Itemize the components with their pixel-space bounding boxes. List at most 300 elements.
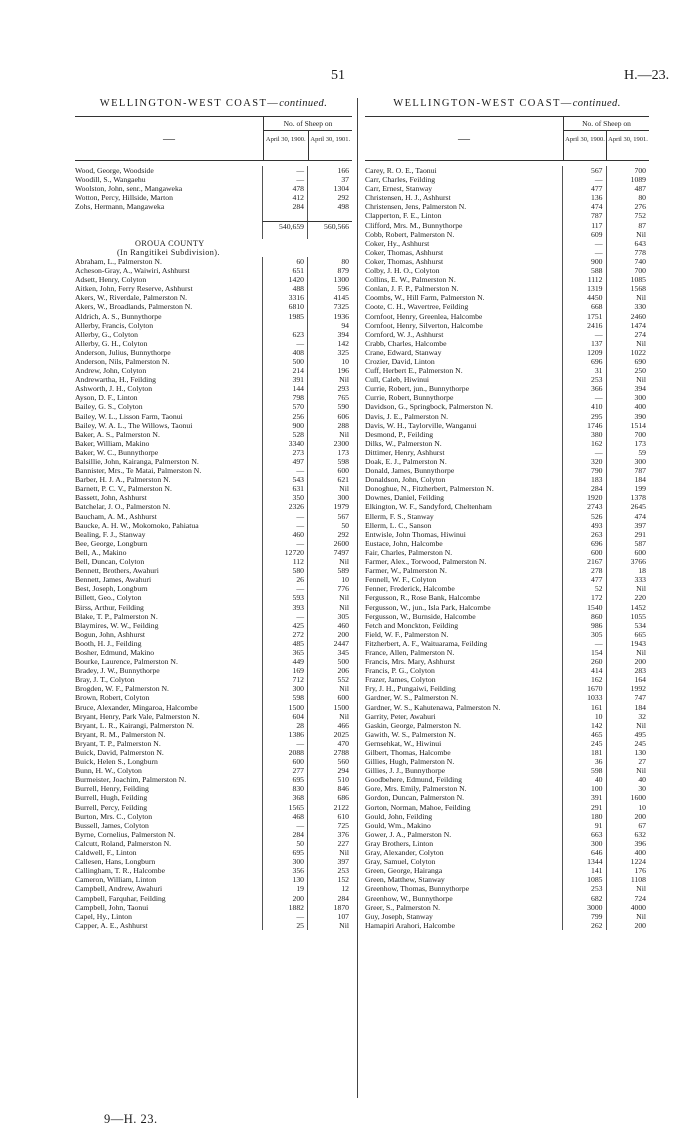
- sheep-1900: 183: [562, 475, 606, 484]
- sheep-1901: 12: [307, 884, 352, 893]
- owner-name: [75, 221, 262, 230]
- table-row: [365, 866, 649, 875]
- sheep-1901: 142: [307, 339, 352, 348]
- sheep-1900: 350: [262, 493, 307, 502]
- owner-name: Wood, George, Woodside: [75, 166, 154, 175]
- sheep-1900: 284: [262, 830, 307, 839]
- sheep-1901: 606: [307, 412, 352, 421]
- sheep-1901: 466: [307, 721, 352, 730]
- owner-name: Desmond, P., Feilding: [365, 429, 434, 439]
- sheep-1900: 137: [562, 339, 606, 348]
- sheep-1901: 199: [606, 484, 650, 493]
- table-row: [75, 903, 352, 912]
- table-row: [365, 439, 649, 448]
- table-row: [75, 384, 352, 393]
- sheep-1900: 668: [562, 302, 606, 311]
- sheep-1900: 50: [262, 839, 307, 848]
- sheep-1901: 173: [307, 448, 352, 457]
- table-row: [75, 757, 352, 766]
- owner-name: Clifford, Mrs. M., Bunnythorpe: [365, 220, 463, 230]
- sheep-1900: 300: [562, 839, 606, 848]
- owner-name: Gray Brothers, Linton: [365, 838, 434, 848]
- table-row: [365, 757, 649, 766]
- sheep-1900: 6810: [262, 302, 307, 311]
- table-row: [75, 284, 352, 293]
- sheep-1900: 631: [262, 484, 307, 493]
- sheep-1901: 1224: [606, 857, 650, 866]
- sheep-1900: —: [262, 512, 307, 521]
- owner-name: Gould, Wm., Makino: [365, 820, 431, 830]
- table-row: [75, 639, 352, 648]
- owner-name: Francis, P. G., Colyton: [365, 666, 435, 676]
- sheep-1901: 200: [606, 657, 650, 666]
- sheep-1901: Nil: [606, 884, 650, 893]
- owner-name: Bailey, W. L., Lisson Farm, Taonui: [75, 411, 183, 421]
- sheep-1901: 1085: [606, 275, 650, 284]
- sheep-1900: 12720: [262, 548, 307, 557]
- sheep-1900: 646: [562, 848, 606, 857]
- sheep-1901: 2788: [307, 748, 352, 757]
- sheep-1900: 663: [562, 830, 606, 839]
- owner-name: Bray, J. T., Colyton: [75, 675, 135, 685]
- table-row: [75, 512, 352, 521]
- year-1901-header: April 30, 1901.: [606, 131, 649, 160]
- owner-name: Akers, W., Riverdale, Palmerston N.: [75, 293, 188, 303]
- sheep-1900: 598: [562, 766, 606, 775]
- sheep-1901: 1600: [606, 793, 650, 802]
- sheep-1900: 305: [562, 630, 606, 639]
- table-row: [365, 166, 649, 175]
- sheep-1901: 18: [606, 566, 650, 575]
- sheep-1901: 291: [606, 530, 650, 539]
- table-row: [365, 484, 649, 493]
- owner-name: Birss, Arthur, Feilding: [75, 602, 144, 612]
- sheep-1901: 294: [307, 766, 352, 775]
- table-row: [75, 312, 352, 321]
- owner-name: Brown, Robert, Colyton: [75, 693, 150, 703]
- table-row: [75, 775, 352, 784]
- owner-name: Andrewartha, H., Feilding: [75, 375, 156, 385]
- table-row: [75, 475, 352, 484]
- table-row: [365, 502, 649, 511]
- sheep-1900: 2326: [262, 502, 307, 511]
- owner-name: Aldrich, A. S., Bunnythorpe: [75, 311, 162, 321]
- name-column-header: —: [163, 131, 175, 145]
- owner-name: Currie, Robert, Bunnythorpe: [365, 393, 454, 403]
- table-row: [75, 603, 352, 612]
- table-row: [365, 775, 649, 784]
- sheep-1900: 26: [262, 575, 307, 584]
- sheep-1900: 368: [262, 793, 307, 802]
- sheep-1900: 787: [562, 211, 606, 220]
- table-row: [365, 202, 649, 211]
- table-row: [365, 257, 649, 266]
- sheep-1900: 262: [562, 921, 606, 930]
- sheep-1900: 162: [562, 439, 606, 448]
- sheep-1900: —: [562, 393, 606, 402]
- owner-name: Capel, Hy., Linton: [75, 911, 132, 921]
- sheep-1901: 600: [606, 548, 650, 557]
- table-row: [365, 284, 649, 293]
- table-row: [365, 302, 649, 311]
- sheep-1900: 412: [262, 193, 307, 202]
- table-body: [75, 166, 352, 930]
- sheep-1901: 227: [307, 839, 352, 848]
- owner-name: Coker, Thomas, Ashhurst: [365, 247, 444, 257]
- table-row: [75, 393, 352, 402]
- sheep-1901: 1452: [606, 603, 650, 612]
- sheep-1900: 488: [262, 284, 307, 293]
- table-row: [365, 339, 649, 348]
- sheep-1900: 200: [262, 894, 307, 903]
- owner-name: Ellerm, L. C., Sanson: [365, 520, 432, 530]
- owner-name: Woodill, S., Wangaehu: [75, 175, 146, 185]
- table-row: [75, 657, 352, 666]
- owner-name: Fergusson, R., Rose Bank, Halcombe: [365, 593, 481, 603]
- owner-name: Akers, W., Broadlands, Palmerston N.: [75, 302, 193, 312]
- sheep-1900: 798: [262, 393, 307, 402]
- table-row: [75, 557, 352, 566]
- sheep-1901: 80: [606, 193, 650, 202]
- owner-name: Bosher, Edmund, Makino: [75, 647, 155, 657]
- table-row: [365, 630, 649, 639]
- owner-name: Campbell, John, Taonui: [75, 902, 149, 912]
- table-row: [365, 848, 649, 857]
- sheep-1901: 276: [606, 202, 650, 211]
- sheep-1901: 292: [307, 530, 352, 539]
- sheep-1900: 468: [262, 812, 307, 821]
- sheep-1901: 1992: [606, 684, 650, 693]
- sheep-1901: 596: [307, 284, 352, 293]
- owner-name: Francis, Mrs. Mary, Ashhurst: [365, 657, 456, 667]
- owner-name: Acheson-Gray, A., Waiwiri, Ashhurst: [75, 266, 190, 276]
- owner-name: Cull, Caleb, Hiwinui: [365, 375, 430, 385]
- table-row: [75, 202, 352, 211]
- sheep-1900: 696: [562, 357, 606, 366]
- owner-name: Calcutt, Roland, Palmerston N.: [75, 838, 172, 848]
- year-1901-header: April 30, 1901.: [308, 131, 353, 160]
- sheep-1901: Nil: [307, 684, 352, 693]
- sheep-1901: 394: [307, 330, 352, 339]
- owner-name: Fergusson, W., Burnside, Halcombe: [365, 611, 476, 621]
- sheep-1901: 67: [606, 821, 650, 830]
- table-row: [365, 875, 649, 884]
- table-row: [75, 739, 352, 748]
- table-row: [75, 839, 352, 848]
- sheep-1901: 4000: [606, 903, 650, 912]
- sheep-count-header: [563, 117, 649, 160]
- sheep-1901: 200: [307, 630, 352, 639]
- sheep-1900: 497: [262, 457, 307, 466]
- table-row: [75, 493, 352, 502]
- sheep-1900: 799: [562, 912, 606, 921]
- table-row: [75, 612, 352, 621]
- owner-name: Ellerm, F. S., Stanway: [365, 511, 434, 521]
- sheep-1901: 200: [606, 812, 650, 821]
- sheep-1900: 1420: [262, 275, 307, 284]
- owner-name: Coombs, W., Hill Farm, Palmerston N.: [365, 293, 485, 303]
- owner-name: Baker, A. S., Palmerston N.: [75, 429, 160, 439]
- owner-name: Donald, James, Bunnythorpe: [365, 466, 455, 476]
- table-row: [365, 830, 649, 839]
- owner-name: Wotton, Percy, Hillside, Marton: [75, 193, 173, 203]
- sheep-1901: 7325: [307, 302, 352, 311]
- table-row: [365, 739, 649, 748]
- sheep-1900: 260: [562, 657, 606, 666]
- owner-name: Bradey, J. W., Bunnythorpe: [75, 666, 160, 676]
- owner-name: Capper, A. E., Ashhurst: [75, 920, 148, 930]
- owner-name: France, Allen, Palmerston N.: [365, 647, 455, 657]
- table-row: [365, 293, 649, 302]
- table-row: [365, 448, 649, 457]
- sheep-1901: Nil: [606, 648, 650, 657]
- sheep-1900: 593: [262, 593, 307, 602]
- owner-name: Carr, Charles, Feilding: [365, 175, 436, 185]
- sheep-1901: 130: [606, 748, 650, 757]
- sheep-1900: 1920: [562, 493, 606, 502]
- owner-name: Allerby, Francis, Colyton: [75, 320, 154, 330]
- owner-name: Cuff, Herbert E., Palmerston N.: [365, 366, 463, 376]
- owner-name: Christensen, H. J., Ashhurst: [365, 193, 451, 203]
- table-row: [75, 575, 352, 584]
- table-row: [75, 548, 352, 557]
- table-row: [75, 566, 352, 575]
- owner-name: Coker, Hy., Ashhurst: [365, 238, 430, 248]
- table-row: [365, 321, 649, 330]
- owner-name: Aitken, John, Ferry Reserve, Ashhurst: [75, 284, 193, 294]
- owner-name: Eustace, John, Halcombe: [365, 538, 443, 548]
- sheep-1901: 305: [307, 612, 352, 621]
- sheep-1901: 200: [606, 921, 650, 930]
- sheep-1901: 376: [307, 830, 352, 839]
- owner-name: Booth, H. J., Feilding: [75, 638, 142, 648]
- table-row: [75, 166, 352, 175]
- table-row: [75, 184, 352, 193]
- sheep-1900: —: [262, 612, 307, 621]
- sheep-1900: 580: [262, 566, 307, 575]
- sheep-1901: 632: [606, 830, 650, 839]
- sheep-1901: 724: [606, 894, 650, 903]
- sheep-1901: 787: [606, 466, 650, 475]
- sheep-1901: 10: [307, 357, 352, 366]
- sheep-1900: 425: [262, 621, 307, 630]
- sheep-1901: 560: [307, 757, 352, 766]
- sheep-1900: 180: [562, 812, 606, 821]
- table-row: [365, 239, 649, 248]
- table-row: [75, 921, 352, 930]
- sheep-1900: 169: [262, 666, 307, 675]
- owner-name: Bell, A., Makino: [75, 547, 127, 557]
- sheep-1901: 1514: [606, 421, 650, 430]
- table-row: [75, 812, 352, 821]
- table-row: [365, 812, 649, 821]
- sheep-1900: 1882: [262, 903, 307, 912]
- sheep-1900: 2088: [262, 748, 307, 757]
- sheep-1901: Nil: [606, 293, 650, 302]
- owner-name: Callesen, Hans, Longburn: [75, 857, 156, 867]
- owner-name: Baker, William, Makino: [75, 438, 150, 448]
- table-row: [365, 730, 649, 739]
- owner-name: Bryant, R. M., Palmerston N.: [75, 729, 166, 739]
- name-column-header: —: [458, 131, 470, 145]
- owner-name: Ayson, D. F., Linton: [75, 393, 138, 403]
- sheep-1900: 540,659: [262, 221, 307, 230]
- owner-name: Campbell, Farquhar, Feilding: [75, 893, 166, 903]
- table-row: [365, 648, 649, 657]
- sheep-1901: 1936: [307, 312, 352, 321]
- column-title: [365, 98, 649, 116]
- owner-name: Blaymires, W. W., Feilding: [75, 620, 159, 630]
- owner-name: Gray, Samuel, Colyton: [365, 857, 436, 867]
- sheep-1901: 2600: [307, 539, 352, 548]
- sheep-1900: 790: [562, 466, 606, 475]
- table-row: [365, 384, 649, 393]
- sheep-1901: 567: [307, 512, 352, 521]
- sheep-1901: 330: [606, 302, 650, 311]
- owner-name: Anderson, Nils, Palmerston N.: [75, 356, 170, 366]
- sheep-1901: 10: [307, 575, 352, 584]
- sheep-1900: 295: [562, 412, 606, 421]
- table-row: [365, 266, 649, 275]
- table-row: [75, 784, 352, 793]
- sheep-1901: 752: [606, 211, 650, 220]
- owner-name: Bannister, Mrs., Te Matai, Palmerston N.: [75, 466, 202, 476]
- sheep-1901: 510: [307, 775, 352, 784]
- sheep-1900: 245: [562, 739, 606, 748]
- sheep-1900: 366: [562, 384, 606, 393]
- owner-name: Gardner, W. S., Kahutenawa, Palmerston N.: [365, 702, 501, 712]
- table-row: [75, 666, 352, 675]
- sheep-1900: 477: [562, 184, 606, 193]
- sheep-1901: 325: [307, 348, 352, 357]
- sheep-1901: 747: [606, 693, 650, 702]
- owner-name: Barnett, P. C. V., Palmerston N.: [75, 484, 172, 494]
- owner-name: Burrell, Hugh, Feilding: [75, 793, 148, 803]
- sheep-1900: 300: [262, 857, 307, 866]
- sheep-1900: 1751: [562, 312, 606, 321]
- table-row: [75, 866, 352, 875]
- owner-name: Fergusson, W., jun., Isla Park, Halcombe: [365, 602, 491, 612]
- sheep-1901: 2122: [307, 803, 352, 812]
- table-row: [75, 693, 352, 702]
- sheep-1901: 1089: [606, 175, 650, 184]
- table-row: [75, 793, 352, 802]
- sheep-1901: 10: [606, 803, 650, 812]
- table-row: [365, 593, 649, 602]
- sheep-1900: 273: [262, 448, 307, 457]
- owner-name: Fair, Charles, Palmerston N.: [365, 547, 453, 557]
- owner-name: Woolston, John, senr., Mangaweka: [75, 184, 183, 194]
- sheep-1900: 651: [262, 266, 307, 275]
- sheep-1900: 356: [262, 866, 307, 875]
- owner-name: Gould, John, Feilding: [365, 811, 433, 821]
- sheep-1900: —: [262, 466, 307, 475]
- owner-name: Gower, J. A., Palmerston N.: [365, 829, 452, 839]
- sheep-1901: 590: [307, 402, 352, 411]
- sheep-1900: 570: [262, 402, 307, 411]
- owner-name: Elkington, W. F., Sandyford, Cheltenham: [365, 502, 492, 512]
- sheep-1901: 495: [606, 730, 650, 739]
- sheep-1901: 107: [307, 912, 352, 921]
- sheep-1901: 166: [307, 166, 352, 175]
- table-row: [365, 621, 649, 630]
- owner-name: Burton, Mrs. C., Colyton: [75, 811, 153, 821]
- sheep-1901: 765: [307, 393, 352, 402]
- owner-name: Green, Matthew, Stanway: [365, 875, 445, 885]
- sheep-1900: 526: [562, 512, 606, 521]
- sheep-1901: 778: [606, 248, 650, 257]
- sheep-1900: 604: [262, 712, 307, 721]
- sheep-1901: 1568: [606, 284, 650, 293]
- table-row: [365, 248, 649, 257]
- left-column: [75, 98, 352, 930]
- owner-name: Abraham, L., Palmerston N.: [75, 256, 162, 266]
- sheep-1901: Nil: [307, 603, 352, 612]
- sheep-1901: 176: [606, 866, 650, 875]
- sheep-1900: 1540: [562, 603, 606, 612]
- sheep-1900: 3316: [262, 293, 307, 302]
- sheep-1901: Nil: [606, 584, 650, 593]
- sheep-1901: 3766: [606, 557, 650, 566]
- table-row: [365, 466, 649, 475]
- owner-name: Bruce, Alexander, Mingaroa, Halcombe: [75, 702, 198, 712]
- owner-name: Blake, T. P., Palmerston N.: [75, 611, 158, 621]
- sheep-1901: 725: [307, 821, 352, 830]
- sheep-1900: 112: [262, 557, 307, 566]
- sheep-1901: 1378: [606, 493, 650, 502]
- sheep-1901: 665: [606, 630, 650, 639]
- sheep-1900: 144: [262, 384, 307, 393]
- sheep-1901: [307, 230, 352, 239]
- sheep-1901: 700: [606, 166, 650, 175]
- table-row: [365, 921, 649, 930]
- owner-name: Cornfoot, Henry, Silverton, Halcombe: [365, 320, 483, 330]
- owner-name: Bussell, James, Colyton: [75, 820, 149, 830]
- owner-name: Bailey, W. A. L., The Willows, Taonui: [75, 420, 193, 430]
- table-row: [365, 912, 649, 921]
- table-row: [365, 712, 649, 721]
- table-row: [365, 312, 649, 321]
- sheep-1901: Nil: [606, 339, 650, 348]
- sheep-1901: 1943: [606, 639, 650, 648]
- table-row: [75, 821, 352, 830]
- sheep-1901: 690: [606, 357, 650, 366]
- sheep-1900: 1209: [562, 348, 606, 357]
- owner-name: Bailey, G. S., Colyton: [75, 402, 143, 412]
- table-row: [75, 830, 352, 839]
- right-column: [365, 98, 649, 930]
- owner-name: Bennett, Brothers, Awahuri: [75, 566, 159, 576]
- owner-name: Crozier, David, Linton: [365, 356, 435, 366]
- owner-name: Bryant, Henry, Park Vale, Palmerston N.: [75, 711, 200, 721]
- sheep-1900: 253: [562, 375, 606, 384]
- table-row: [365, 693, 649, 702]
- table-row: [75, 748, 352, 757]
- sheep-1900: 460: [262, 530, 307, 539]
- table-row: [365, 894, 649, 903]
- sheep-1901: 87: [606, 221, 650, 230]
- sheep-1901: 288: [307, 421, 352, 430]
- sheep-1900: 28: [262, 721, 307, 730]
- owner-name: Bourke, Laurence, Palmerston N.: [75, 657, 178, 667]
- owner-name: [75, 211, 262, 220]
- owner-name: Gardner, W. S., Palmerston N.: [365, 693, 458, 703]
- table-row: [365, 175, 649, 184]
- table-row: [75, 621, 352, 630]
- sheep-1900: 214: [262, 366, 307, 375]
- sheep-1900: 40: [562, 775, 606, 784]
- sheep-1900: 161: [562, 703, 606, 712]
